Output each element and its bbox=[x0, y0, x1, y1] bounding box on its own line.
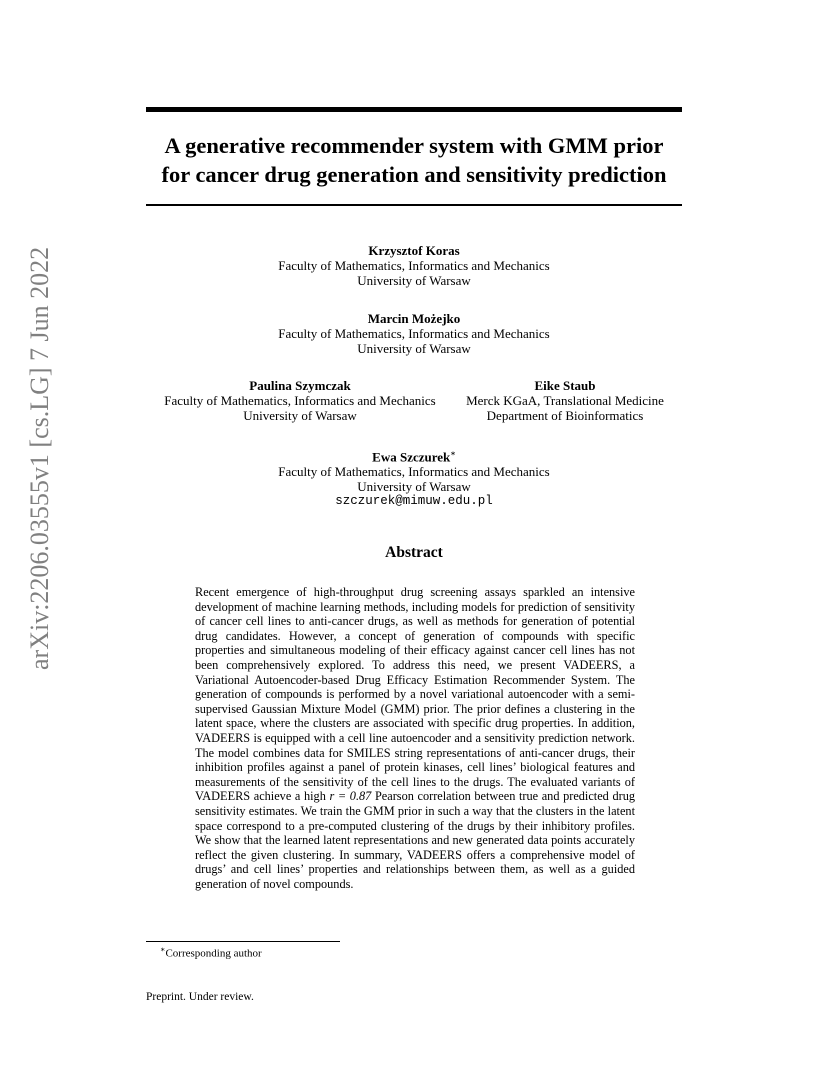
author-name: Marcin Możejko bbox=[367, 311, 461, 326]
author-institution: Department of Bioinformatics bbox=[486, 408, 644, 423]
author-affiliation: Faculty of Mathematics, Informatics and Mechanics bbox=[164, 393, 436, 408]
author-block-5 bbox=[214, 446, 614, 509]
abstract-text-1: Recent emergence of high-throughput drug screening assays sparkled an intensive development of machine learning methods, including models for prediction of sensitivity of cancer cell lines to anti-cancer drugs, as well as methods for generation of potential drug candidates. However, a concept of generation of compounds with specific properties and simultaneous modeling of their efficacy against cancer cell lines has not been comprehensively explored. To address this need, we present VADEERS, a Variational Autoencoder-based Drug Efficacy Estimation Recommender System. The generation of compounds is performed by a novel variational autoencoder with a semi-supervised Gaussian Mixture Model (GMM) prior. The prior defines a clustering in the latent space, where the clusters are associated with specific drug properties. In addition, VADEERS is equipped with a cell line autoencoder and a sensitivity prediction network. The model combines data for SMILES string representations of anti-cancer drugs, their inhibition profiles against a panel of protein kinases, cell lines’ biological features and measurements of the sensitivity of the cell lines to the drugs. The evaluated variants of VADEERS achieve a high bbox=[195, 585, 635, 804]
footnote-text: Corresponding author bbox=[165, 947, 262, 960]
title-top-rule bbox=[146, 107, 682, 112]
author-block-2 bbox=[214, 311, 614, 356]
footnote-rule bbox=[146, 941, 340, 942]
author-email[interactable]: szczurek@mimuw.edu.pl bbox=[335, 494, 493, 509]
author-name: Krzysztof Koras bbox=[368, 243, 460, 258]
abstract-math: r = 0.87 bbox=[329, 789, 372, 804]
title-bottom-rule bbox=[146, 204, 682, 206]
abstract-body bbox=[195, 585, 635, 891]
footnote bbox=[160, 945, 262, 960]
author-block-1 bbox=[214, 243, 614, 288]
author-name-line bbox=[214, 446, 614, 464]
author-affiliation: Faculty of Mathematics, Informatics and Mechanics bbox=[278, 464, 550, 480]
paper-title bbox=[146, 131, 682, 189]
author-block-3 bbox=[150, 378, 450, 423]
author-affiliation: Merck KGaA, Translational Medicine bbox=[466, 393, 664, 408]
footnote-marker: ∗ bbox=[160, 945, 166, 954]
abstract-text-2: Pearson correlation between true and predicted drug sensitivity estimates. We train the GMM prior in such a way that the clusters in the latent space correspond to a pre-computed clustering of the drugs by their inhibitory profiles. We show that the learned latent representations and new generated data points accurately reflect the given clustering. In summary, VADEERS offers a comprehensive model of drugs’ and cell lines’ properties and relationships between them, as well as a guided generation of novel compounds. bbox=[195, 789, 635, 891]
author-block-4 bbox=[455, 378, 675, 423]
author-institution: University of Warsaw bbox=[357, 341, 471, 356]
author-institution: University of Warsaw bbox=[243, 408, 357, 423]
author-institution: University of Warsaw bbox=[357, 273, 471, 288]
author-name: Eike Staub bbox=[534, 378, 596, 393]
author-affiliation: Faculty of Mathematics, Informatics and Mechanics bbox=[278, 326, 550, 341]
author-institution: University of Warsaw bbox=[357, 479, 471, 495]
title-line-2: for cancer drug generation and sensitivity prediction bbox=[161, 162, 667, 187]
arxiv-side-stamp: arXiv:2206.03555v1 [cs.LG] 7 Jun 2022 bbox=[25, 246, 54, 670]
title-line-1: A generative recommender system with GMM prior bbox=[164, 133, 664, 158]
author-affiliation: Faculty of Mathematics, Informatics and Mechanics bbox=[278, 258, 550, 273]
author-name: Ewa Szczurek bbox=[372, 449, 451, 465]
preprint-footer: Preprint. Under review. bbox=[146, 991, 254, 1003]
author-name: Paulina Szymczak bbox=[249, 378, 351, 393]
abstract-heading: Abstract bbox=[385, 544, 443, 561]
corresponding-marker: ∗ bbox=[450, 449, 456, 458]
